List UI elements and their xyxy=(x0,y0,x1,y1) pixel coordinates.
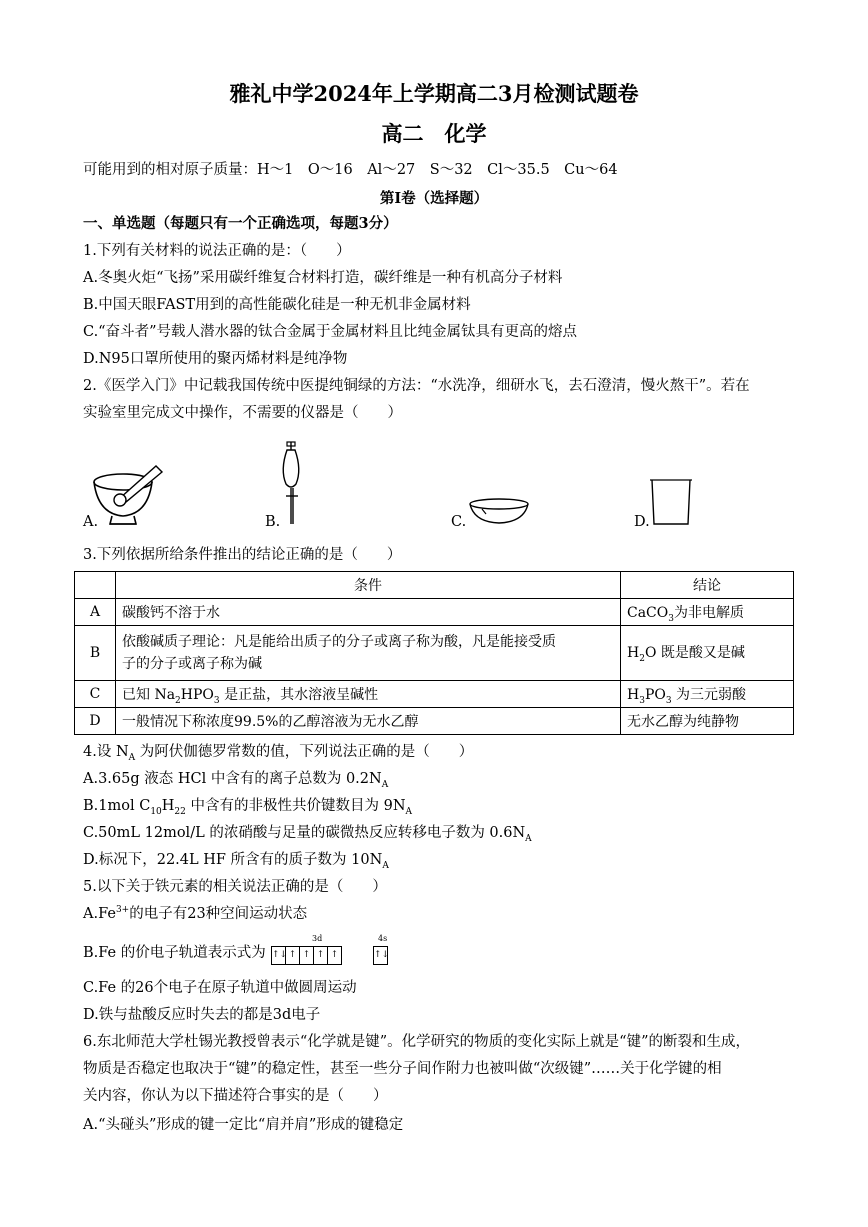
q2-label-d: D. xyxy=(634,514,650,530)
q2-stem-line2: 实验室里完成文中操作，不需要的仪器是（ ） xyxy=(83,405,402,421)
row-condition: 一般情况下称浓度99.5%的乙醇溶液为无水乙醇 xyxy=(116,708,621,735)
row-conclusion: CaCO$_3$为非电解质 xyxy=(621,599,794,626)
q5-stem: 5.以下关于铁元素的相关说法正确的是（ ） xyxy=(83,879,387,895)
table-row xyxy=(75,599,794,626)
q1-option-a: A.冬奥火炬“飞扬”采用碳纤维复合材料打造，碳纤维是一种有机高分子材料 xyxy=(83,270,563,286)
header-conclusion: 结论 xyxy=(621,572,794,599)
exam-title: 雅礼中学2024年上学期高二3月检测试题卷 xyxy=(229,81,639,106)
q1-option-d: D.N95口罩所使用的聚丙烯材料是纯净物 xyxy=(83,351,348,367)
beaker-icon xyxy=(648,476,694,528)
row-condition: 依酸碱质子理论：凡是能给出质子的分子或离子称为酸，凡是能接受质 子的分子或离子称为碱 xyxy=(116,626,621,681)
orbital-diagram-4s: ↑↓ xyxy=(374,945,388,965)
q4-option-b: B.1mol $C_{10}H_{22}$ 中含有的非极性共价键数目为 $9N_A$ xyxy=(83,798,413,817)
exam-subtitle: 高二 化学 xyxy=(381,121,487,146)
row-conclusion: $H_2O$ 既是酸又是碱 xyxy=(621,626,794,681)
q1-option-c: C.“奋斗者”号载人潜水器的钛合金属于金属材料且比纯金属钛具有更高的熔点 xyxy=(83,324,578,340)
q3-stem: 3.下列依据所给条件推出的结论正确的是（ ） xyxy=(83,547,402,563)
orbital-3d-label: 3d xyxy=(312,934,323,943)
row-key: A xyxy=(75,599,116,626)
row-key: B xyxy=(75,626,116,681)
q2-label-b: B. xyxy=(265,514,281,530)
evaporating-dish-icon xyxy=(468,496,532,526)
row-key: C xyxy=(75,681,116,708)
q6-stem-line3: 关内容，你认为以下描述符合事实的是（ ） xyxy=(83,1088,388,1104)
q5-option-a: $A.Fe^{3+}$的电子有23种空间运动状态 xyxy=(83,905,308,922)
q6-option-a: A.“头碰头”形成的键一定比“肩并肩”形成的键稳定 xyxy=(83,1117,404,1133)
atomic-masses: 可能用到的相对原子质量：H～1 O～16 Al～27 S～32 Cl～35.5 Cu～64 xyxy=(83,162,618,178)
table-row xyxy=(75,626,794,681)
q6-stem-line2: 物质是否稳定也取决于“键”的稳定性，甚至一些分子间作附力也被叫做“次级键”……关于化学键的相 xyxy=(83,1061,722,1077)
q2-label-c: C. xyxy=(451,514,467,530)
orbital-4s-label: 4s xyxy=(378,934,388,943)
q5-option-c: C.Fe 的26个电子在原子轨道中做圆周运动 xyxy=(83,980,357,996)
q4-stem: 4.设 $N_A$ 为阿伏伽德罗常数的值，下列说法正确的是（ ） xyxy=(83,744,474,763)
table-row xyxy=(75,681,794,708)
row-key: D xyxy=(75,708,116,735)
section-heading: 一、单选题（每题只有一个正确选项，每题3分） xyxy=(83,215,398,232)
orbital-diagram-3d: ↑↓ ↑ ↑ ↑ ↑ xyxy=(272,945,342,965)
q2-label-a: A. xyxy=(83,514,99,530)
mortar-pestle-icon xyxy=(90,458,170,530)
q5-option-b: B.Fe 的价电子轨道表示式为 xyxy=(83,945,266,961)
table-header-row xyxy=(75,572,794,599)
header-blank xyxy=(75,572,116,599)
row-condition: 已知 $Na_2HPO_3$ 是正盐，其水溶液呈碱性 xyxy=(116,681,621,708)
q5-option-d: D.铁与盐酸反应时失去的都是3d电子 xyxy=(83,1007,321,1023)
row-conclusion: $H_3PO_3$ 为三元弱酸 xyxy=(621,681,794,708)
q2-stem-line1: 2.《医学入门》中记载我国传统中医提纯铜绿的方法：“水洗净，细研水飞，去石澄清，慢火熬干”。若在 xyxy=(83,378,750,394)
q6-stem-line1: 6.东北师范大学杜锡光教授曾表示“化学就是键”。化学研究的物质的变化实际上就是“键”的断裂和生成， xyxy=(83,1034,750,1050)
q4-option-c: C.50mL 12mol/L 的浓硝酸与足量的碳微热反应转移电子数为 $0.6N_A$ xyxy=(83,825,532,844)
q4-option-d: D.标况下，22.4L HF 所含有的质子数为 $10N_A$ xyxy=(83,852,389,871)
volume-heading: 第Ⅰ卷（选择题） xyxy=(379,190,489,207)
separatory-funnel-icon xyxy=(278,440,308,528)
q4-option-a: A.3.65g 液态 HCl 中含有的离子总数为 $0.2N_A$ xyxy=(83,771,389,790)
row-conclusion: 无水乙醇为纯静物 xyxy=(621,708,794,735)
header-condition: 条件 xyxy=(116,572,621,599)
table-row xyxy=(75,708,794,735)
q3-table xyxy=(74,571,794,735)
q1-stem: 1.下列有关材料的说法正确的是：（ ） xyxy=(83,243,351,259)
row-condition: 碳酸钙不溶于水 xyxy=(116,599,621,626)
q1-option-b: B.中国天眼FAST用到的高性能碳化硅是一种无机非金属材料 xyxy=(83,297,471,313)
